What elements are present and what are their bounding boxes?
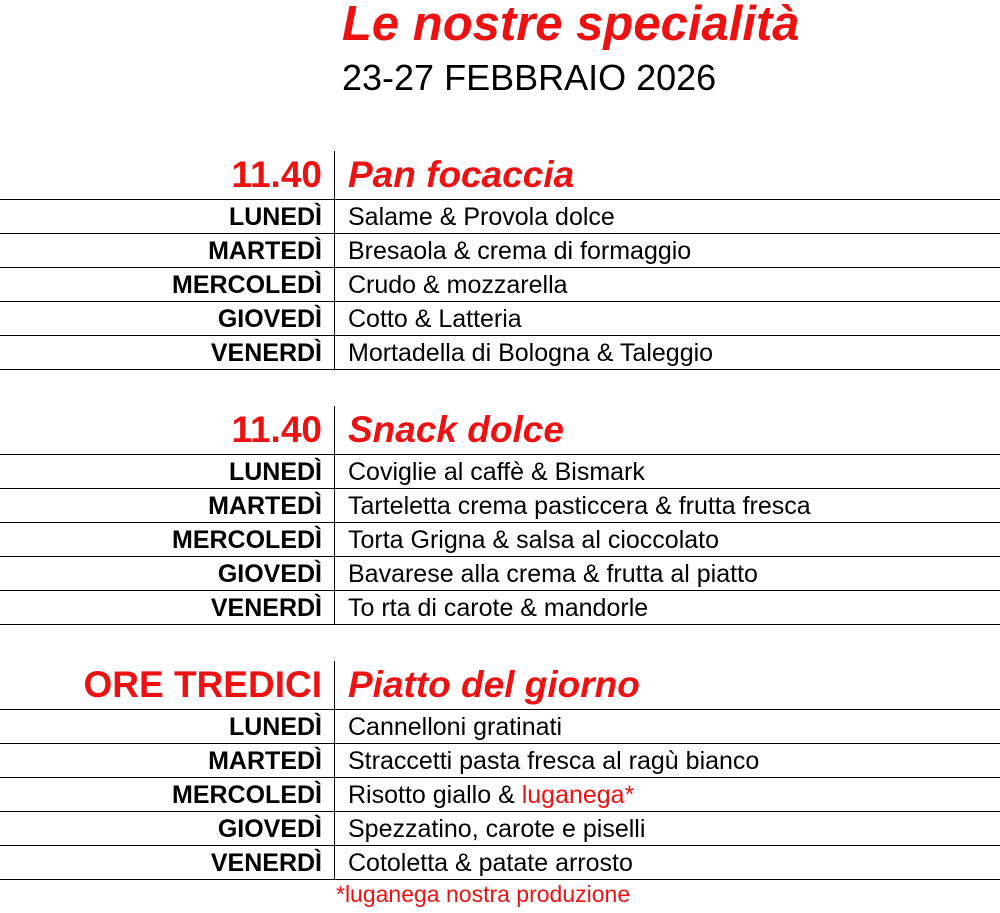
date-range: 23-27 FEBBRAIO 2026 xyxy=(342,57,717,98)
section-pan-focaccia xyxy=(0,151,1000,370)
dish-name: Cotoletta & patate arrosto xyxy=(348,849,633,877)
column-divider xyxy=(334,455,335,488)
section-title: Snack dolce xyxy=(348,409,564,450)
menu-row xyxy=(0,557,1000,591)
menu-row xyxy=(0,812,1000,846)
column-divider xyxy=(334,268,335,301)
section-header xyxy=(0,151,1000,200)
column-divider xyxy=(334,812,335,845)
section-snack-dolce xyxy=(0,406,1000,625)
day-label: MERCOLEDÌ xyxy=(172,271,322,299)
menu-row xyxy=(0,778,1000,812)
dish-name: To rta di carote & mandorle xyxy=(348,594,649,622)
day-label: LUNEDÌ xyxy=(228,203,322,231)
section-title: Pan focaccia xyxy=(348,154,575,195)
menu-row xyxy=(0,234,1000,268)
menu-row xyxy=(0,268,1000,302)
dish-name: Salame & Provola dolce xyxy=(348,203,615,231)
menu-row xyxy=(0,591,1000,625)
dish-name: Bresaola & crema di formaggio xyxy=(348,237,692,265)
section-header xyxy=(0,406,1000,455)
day-label: VENERDÌ xyxy=(210,339,322,367)
column-divider xyxy=(334,661,335,709)
column-divider xyxy=(334,710,335,743)
day-label: LUNEDÌ xyxy=(228,458,322,486)
menu-row xyxy=(0,455,1000,489)
column-divider xyxy=(334,846,335,879)
day-label: MARTEDÌ xyxy=(208,237,322,265)
dish-name: Mortadella di Bologna & Taleggio xyxy=(348,339,714,367)
column-divider xyxy=(334,302,335,335)
menu-row xyxy=(0,489,1000,523)
section-title: Piatto del giorno xyxy=(348,664,640,705)
day-label: GIOVEDÌ xyxy=(217,560,322,588)
day-label: MARTEDÌ xyxy=(208,747,322,775)
section-time: 11.40 xyxy=(231,409,322,450)
menu-row xyxy=(0,710,1000,744)
day-label: VENERDÌ xyxy=(210,849,322,877)
dish-name-main: Risotto giallo & xyxy=(348,781,522,809)
column-divider xyxy=(334,744,335,777)
column-divider xyxy=(334,200,335,233)
dish-name: Spezzatino, carote e piselli xyxy=(348,815,646,843)
section-piatto-del-giorno xyxy=(0,661,1000,880)
dish-name: Torta Grigna & salsa al cioccolato xyxy=(348,526,720,554)
menu-row xyxy=(0,523,1000,557)
column-divider xyxy=(334,151,335,199)
page-title: Le nostre specialità xyxy=(342,0,800,51)
dish-name-highlight: luganega* xyxy=(521,781,635,809)
column-divider xyxy=(334,336,335,369)
column-divider xyxy=(334,557,335,590)
dish-name: Tarteletta crema pasticcera & frutta fresca xyxy=(348,492,811,520)
column-divider xyxy=(334,489,335,522)
dish-name: Cotto & Latteria xyxy=(348,305,522,333)
menu-row xyxy=(0,302,1000,336)
menu-row xyxy=(0,744,1000,778)
column-divider xyxy=(334,778,335,811)
dish-name: Straccetti pasta fresca al ragù bianco xyxy=(348,747,760,775)
dish-name: Cannelloni gratinati xyxy=(348,713,563,741)
column-divider xyxy=(334,406,335,454)
column-divider xyxy=(334,523,335,556)
menu-row xyxy=(0,846,1000,880)
day-label: VENERDÌ xyxy=(210,594,322,622)
column-divider xyxy=(334,234,335,267)
section-header xyxy=(0,661,1000,710)
day-label: MERCOLEDÌ xyxy=(172,526,322,554)
dish-name xyxy=(348,780,634,810)
column-divider xyxy=(334,591,335,624)
day-label: MARTEDÌ xyxy=(208,492,322,520)
day-label: LUNEDÌ xyxy=(228,713,322,741)
section-time: 11.40 xyxy=(231,154,322,195)
section-time: ORE TREDICI xyxy=(83,664,322,705)
day-label: GIOVEDÌ xyxy=(217,305,322,333)
day-label: MERCOLEDÌ xyxy=(172,781,322,809)
menu-row xyxy=(0,200,1000,234)
dish-name: Coviglie al caffè & Bismark xyxy=(348,458,645,486)
footnote: *luganega nostra produzione xyxy=(336,881,631,907)
day-label: GIOVEDÌ xyxy=(217,815,322,843)
dish-name: Crudo & mozzarella xyxy=(348,271,568,299)
menu-row xyxy=(0,336,1000,370)
dish-name: Bavarese alla crema & frutta al piatto xyxy=(348,560,758,588)
